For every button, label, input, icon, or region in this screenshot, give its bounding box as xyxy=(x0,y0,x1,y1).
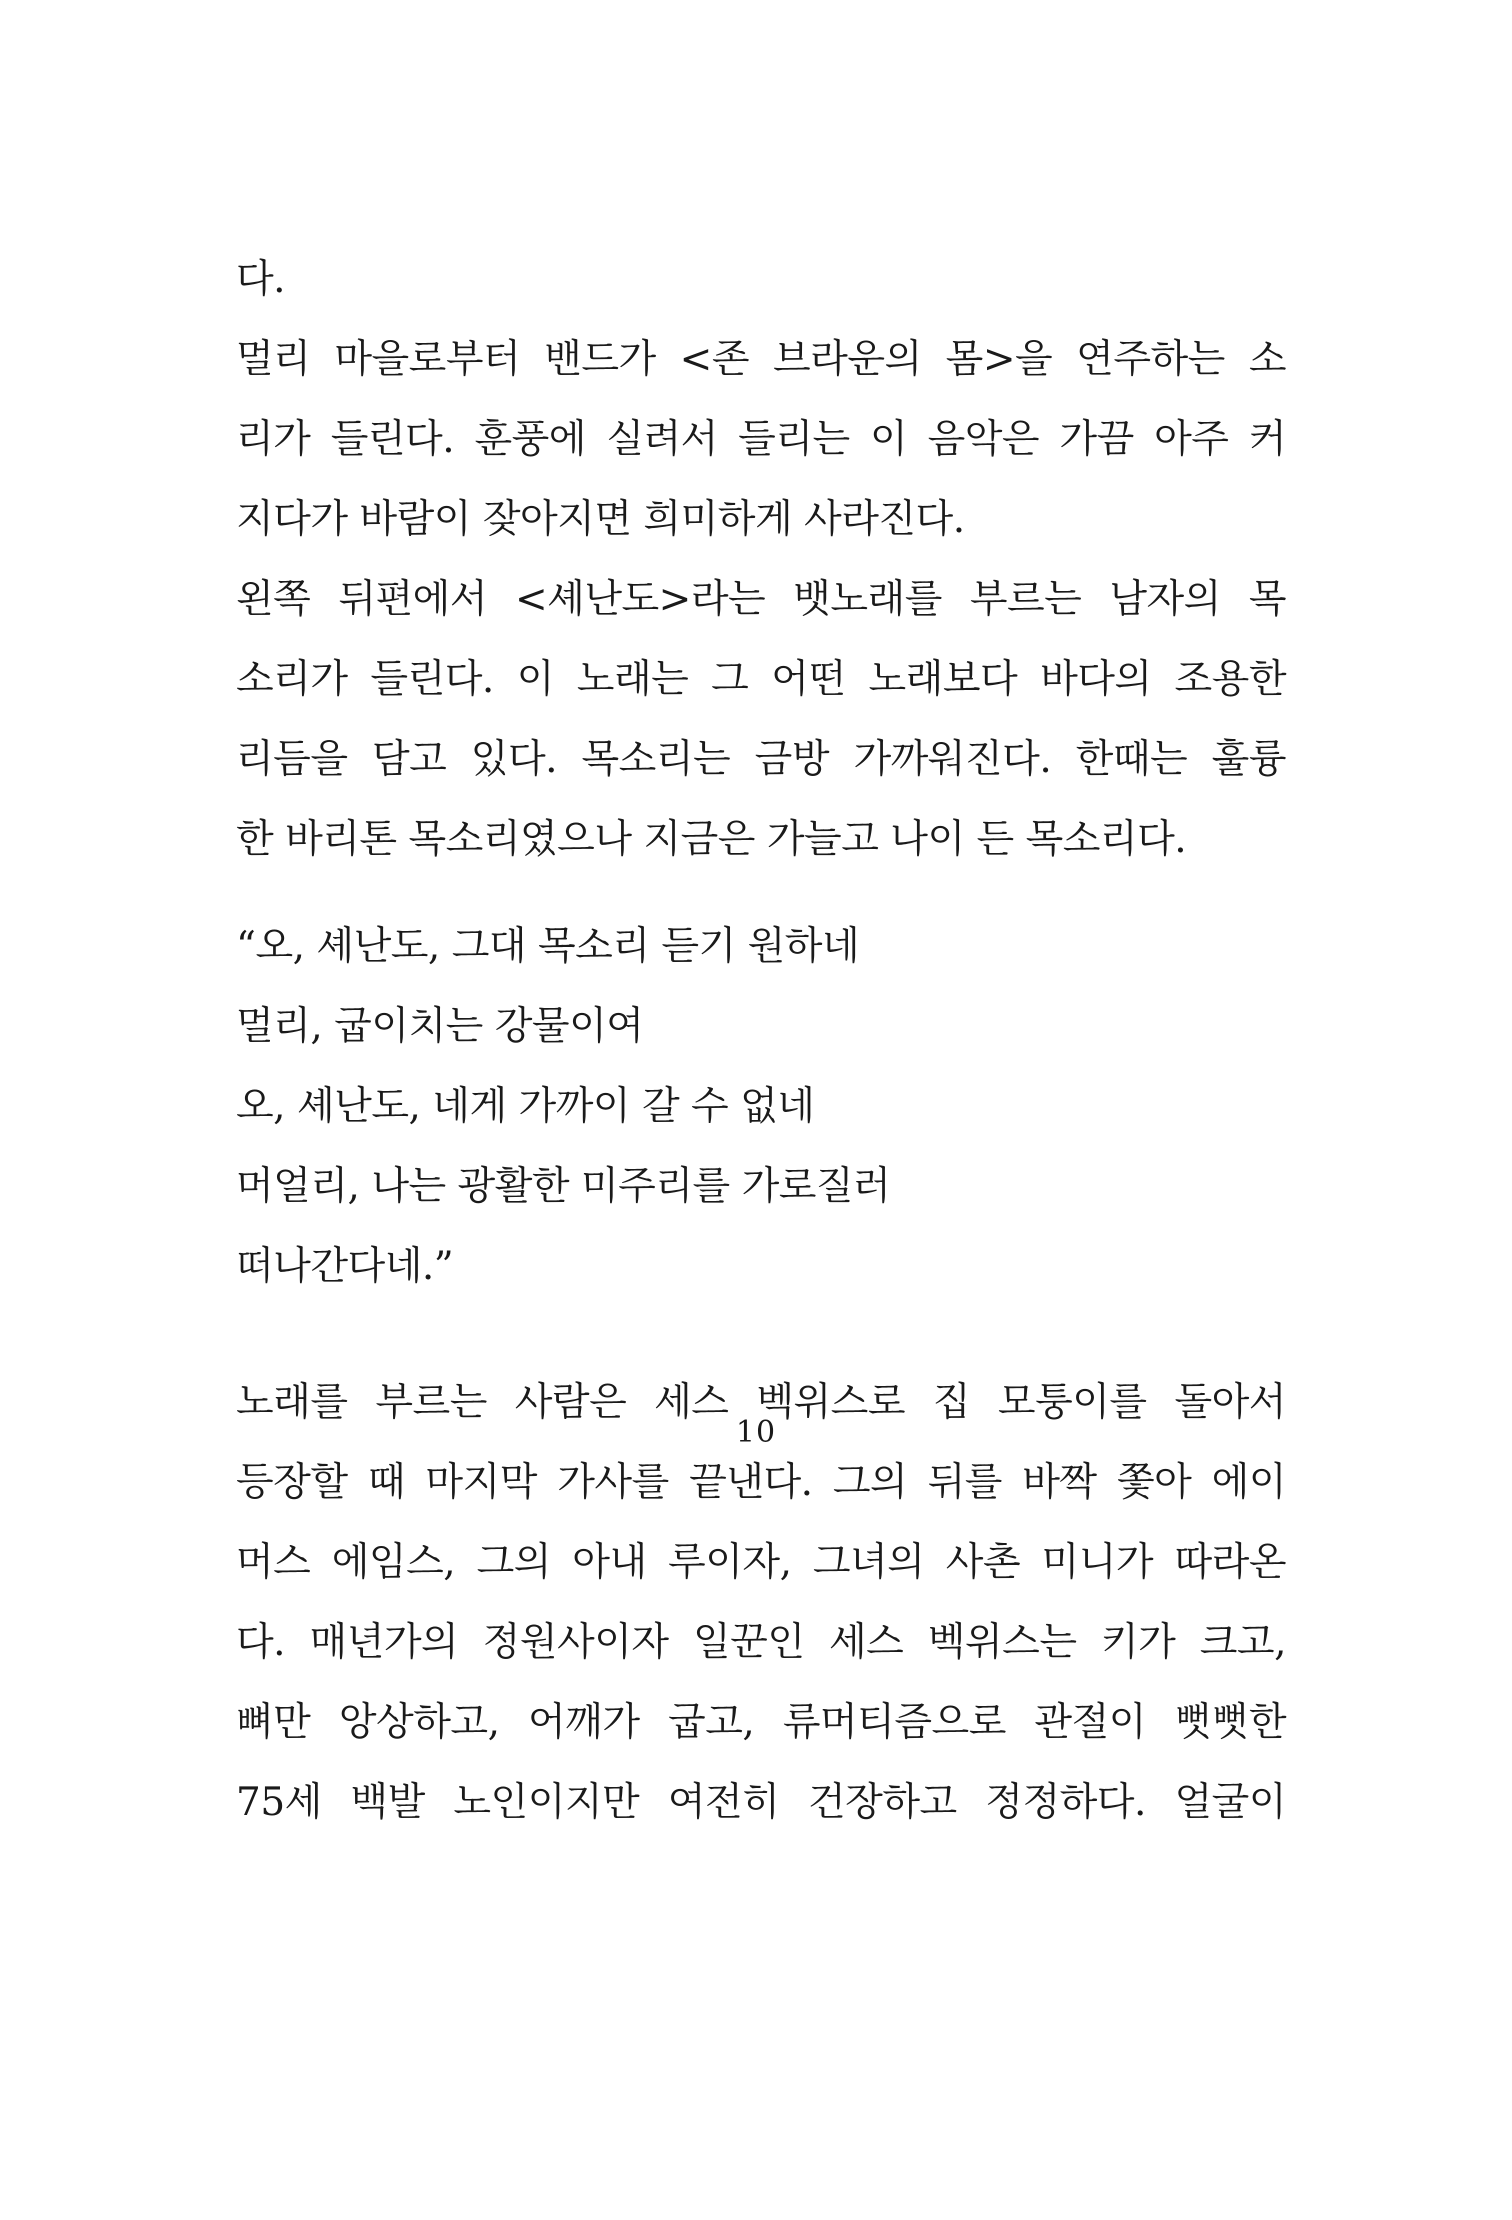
page-number: 10 xyxy=(735,1415,777,1450)
paragraph-shenandoah-voice xyxy=(236,560,1286,880)
text-line: 노래를 부르는 사람은 세스 벡위스로 집 모퉁이를 돌아서 xyxy=(236,1380,1286,1425)
verse-line: 머얼리, 나는 광활한 미주리를 가로질러 xyxy=(236,1164,891,1209)
paragraph-band-music xyxy=(236,320,1286,560)
text-line: 지다가 바람이 잦아지면 희미하게 사라진다. xyxy=(236,497,965,542)
text-line: 뼈만 앙상하고, 어깨가 굽고, 류머티즘으로 관절이 뻣뻣한 xyxy=(236,1700,1286,1745)
text-line: 등장할 때 마지막 가사를 끝낸다. 그의 뒤를 바짝 쫓아 에이 xyxy=(236,1460,1286,1505)
paragraph-continuation xyxy=(236,240,1286,320)
verse-line: 멀리, 굽이치는 강물이여 xyxy=(236,1004,644,1049)
verse-line: “오, 셰난도, 그대 목소리 듣기 원하네 xyxy=(236,924,860,969)
text-line: 다. xyxy=(236,257,286,302)
text-line: 75세 백발 노인이지만 여전히 건장하고 정정하다. 얼굴이 xyxy=(236,1780,1286,1825)
verse-line: 오, 셰난도, 네게 가까이 갈 수 없네 xyxy=(236,1084,815,1129)
text-line: 한 바리톤 목소리였으나 지금은 가늘고 나이 든 목소리다. xyxy=(236,817,1187,862)
text-line: 리가 들린다. 훈풍에 실려서 들리는 이 음악은 가끔 아주 커 xyxy=(236,417,1286,462)
text-line: 머스 에임스, 그의 아내 루이자, 그녀의 사촌 미니가 따라온 xyxy=(236,1540,1286,1585)
text-line: 멀리 마을로부터 밴드가 <존 브라운의 몸>을 연주하는 소 xyxy=(236,337,1286,382)
text-line: 소리가 들린다. 이 노래는 그 어떤 노래보다 바다의 조용한 xyxy=(236,657,1286,702)
song-verse xyxy=(236,907,1286,1307)
verse-line: 떠나간다네.” xyxy=(236,1244,454,1289)
text-line: 왼쪽 뒤편에서 <셰난도>라는 뱃노래를 부르는 남자의 목 xyxy=(236,577,1286,622)
text-line: 다. 매년가의 정원사이자 일꾼인 세스 벡위스는 키가 크고, xyxy=(236,1620,1286,1665)
text-line: 리듬을 담고 있다. 목소리는 금방 가까워진다. 한때는 훌륭 xyxy=(236,737,1286,782)
